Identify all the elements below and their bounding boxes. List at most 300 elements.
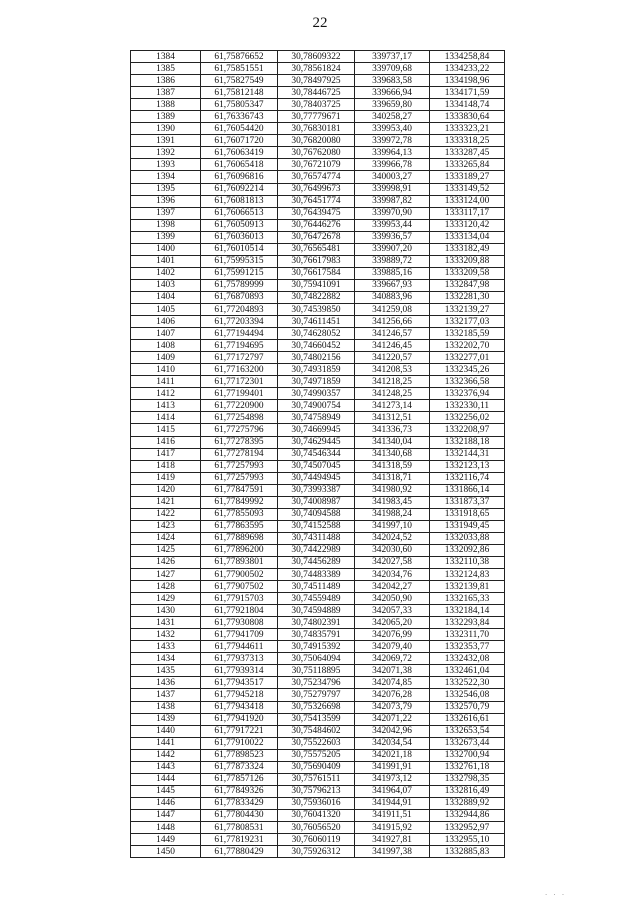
y-coordinate-cell: 1332847,98 (430, 279, 505, 291)
table-row (131, 569, 505, 581)
longitude-cell: 30,76041320 (278, 809, 355, 821)
y-coordinate-cell: 1332033,88 (430, 532, 505, 544)
longitude-cell: 30,75118895 (278, 665, 355, 677)
latitude-cell: 61,77163200 (201, 364, 278, 376)
table-row (131, 424, 505, 436)
longitude-cell: 30,74152588 (278, 520, 355, 532)
latitude-cell: 61,76092214 (201, 183, 278, 195)
x-coordinate-cell: 342076,99 (355, 629, 430, 641)
y-coordinate-cell: 1333117,17 (430, 207, 505, 219)
point-number-cell: 1407 (131, 328, 201, 340)
point-number-cell: 1395 (131, 183, 201, 195)
point-number-cell: 1424 (131, 532, 201, 544)
x-coordinate-cell: 342050,90 (355, 593, 430, 605)
longitude-cell: 30,78403725 (278, 99, 355, 111)
table-row (131, 629, 505, 641)
x-coordinate-cell: 341944,91 (355, 797, 430, 809)
x-coordinate-cell: 342034,76 (355, 569, 430, 581)
y-coordinate-cell: 1332673,44 (430, 737, 505, 749)
x-coordinate-cell: 341273,14 (355, 400, 430, 412)
point-number-cell: 1393 (131, 159, 201, 171)
latitude-cell: 61,76071720 (201, 135, 278, 147)
table-row (131, 159, 505, 171)
y-coordinate-cell: 1332570,79 (430, 701, 505, 713)
table-row (131, 99, 505, 111)
y-coordinate-cell: 1332188,18 (430, 436, 505, 448)
point-number-cell: 1396 (131, 195, 201, 207)
x-coordinate-cell: 342042,96 (355, 725, 430, 737)
x-coordinate-cell: 341336,73 (355, 424, 430, 436)
longitude-cell: 30,78609322 (278, 51, 355, 63)
y-coordinate-cell: 1332376,94 (430, 388, 505, 400)
point-number-cell: 1438 (131, 701, 201, 713)
longitude-cell: 30,75941091 (278, 279, 355, 291)
longitude-cell: 30,74915392 (278, 641, 355, 653)
latitude-cell: 61,76050913 (201, 219, 278, 231)
longitude-cell: 30,74594889 (278, 605, 355, 617)
table-row (131, 63, 505, 75)
y-coordinate-cell: 1331918,65 (430, 508, 505, 520)
x-coordinate-cell: 340883,96 (355, 291, 430, 303)
longitude-cell: 30,75936016 (278, 797, 355, 809)
point-number-cell: 1410 (131, 364, 201, 376)
latitude-cell: 61,77194695 (201, 340, 278, 352)
table-row (131, 279, 505, 291)
y-coordinate-cell: 1332139,81 (430, 581, 505, 593)
x-coordinate-cell: 339953,40 (355, 123, 430, 135)
x-coordinate-cell: 341318,71 (355, 472, 430, 484)
y-coordinate-cell: 1333209,88 (430, 255, 505, 267)
longitude-cell: 30,74507045 (278, 460, 355, 472)
x-coordinate-cell: 339907,20 (355, 243, 430, 255)
point-number-cell: 1399 (131, 231, 201, 243)
x-coordinate-cell: 339964,13 (355, 147, 430, 159)
point-number-cell: 1433 (131, 641, 201, 653)
y-coordinate-cell: 1333120,42 (430, 219, 505, 231)
point-number-cell: 1398 (131, 219, 201, 231)
table-row (131, 219, 505, 231)
longitude-cell: 30,74456289 (278, 556, 355, 568)
y-coordinate-cell: 1332546,08 (430, 689, 505, 701)
point-number-cell: 1429 (131, 593, 201, 605)
latitude-cell: 61,77943517 (201, 677, 278, 689)
latitude-cell: 61,75991215 (201, 267, 278, 279)
x-coordinate-cell: 342030,60 (355, 544, 430, 556)
table-row (131, 243, 505, 255)
latitude-cell: 61,77804430 (201, 809, 278, 821)
latitude-cell: 61,77939314 (201, 665, 278, 677)
y-coordinate-cell: 1332123,13 (430, 460, 505, 472)
longitude-cell: 30,74629445 (278, 436, 355, 448)
longitude-cell: 30,75796213 (278, 785, 355, 797)
latitude-cell: 61,77945218 (201, 689, 278, 701)
table-row (131, 412, 505, 424)
latitude-cell: 61,75805347 (201, 99, 278, 111)
longitude-cell: 30,76820080 (278, 135, 355, 147)
table-row (131, 665, 505, 677)
longitude-cell: 30,74483389 (278, 569, 355, 581)
point-number-cell: 1432 (131, 629, 201, 641)
y-coordinate-cell: 1333209,58 (430, 267, 505, 279)
point-number-cell: 1439 (131, 713, 201, 725)
latitude-cell: 61,75995315 (201, 255, 278, 267)
longitude-cell: 30,74611451 (278, 316, 355, 328)
y-coordinate-cell: 1332277,01 (430, 352, 505, 364)
table-row (131, 713, 505, 725)
point-number-cell: 1412 (131, 388, 201, 400)
y-coordinate-cell: 1332366,58 (430, 376, 505, 388)
latitude-cell: 61,75876652 (201, 51, 278, 63)
x-coordinate-cell: 341973,12 (355, 773, 430, 785)
x-coordinate-cell: 339683,58 (355, 75, 430, 87)
longitude-cell: 30,76565481 (278, 243, 355, 255)
latitude-cell: 61,77172797 (201, 352, 278, 364)
point-number-cell: 1406 (131, 316, 201, 328)
longitude-cell: 30,74971859 (278, 376, 355, 388)
y-coordinate-cell: 1332885,83 (430, 846, 505, 858)
x-coordinate-cell: 339953,44 (355, 219, 430, 231)
table-row (131, 797, 505, 809)
table-row (131, 255, 505, 267)
x-coordinate-cell: 340258,27 (355, 111, 430, 123)
latitude-cell: 61,76036013 (201, 231, 278, 243)
point-number-cell: 1415 (131, 424, 201, 436)
point-number-cell: 1397 (131, 207, 201, 219)
x-coordinate-cell: 342069,72 (355, 653, 430, 665)
longitude-cell: 30,76056520 (278, 822, 355, 834)
longitude-cell: 30,78561824 (278, 63, 355, 75)
latitude-cell: 61,77941709 (201, 629, 278, 641)
x-coordinate-cell: 339972,78 (355, 135, 430, 147)
point-number-cell: 1423 (131, 520, 201, 532)
point-number-cell: 1448 (131, 822, 201, 834)
point-number-cell: 1430 (131, 605, 201, 617)
y-coordinate-cell: 1332889,92 (430, 797, 505, 809)
longitude-cell: 30,76439475 (278, 207, 355, 219)
longitude-cell: 30,75484602 (278, 725, 355, 737)
y-coordinate-cell: 1333182,49 (430, 243, 505, 255)
latitude-cell: 61,77930808 (201, 617, 278, 629)
x-coordinate-cell: 339885,16 (355, 267, 430, 279)
x-coordinate-cell: 339709,68 (355, 63, 430, 75)
latitude-cell: 61,77833429 (201, 797, 278, 809)
point-number-cell: 1401 (131, 255, 201, 267)
point-number-cell: 1447 (131, 809, 201, 821)
latitude-cell: 61,77254898 (201, 412, 278, 424)
y-coordinate-cell: 1332092,86 (430, 544, 505, 556)
latitude-cell: 61,77900502 (201, 569, 278, 581)
longitude-cell: 30,74559489 (278, 593, 355, 605)
longitude-cell: 30,76446276 (278, 219, 355, 231)
latitude-cell: 61,77849326 (201, 785, 278, 797)
point-number-cell: 1419 (131, 472, 201, 484)
table-row (131, 761, 505, 773)
longitude-cell: 30,75575205 (278, 749, 355, 761)
point-number-cell: 1442 (131, 749, 201, 761)
table-row (131, 846, 505, 858)
x-coordinate-cell: 341991,91 (355, 761, 430, 773)
table-row (131, 472, 505, 484)
point-number-cell: 1413 (131, 400, 201, 412)
longitude-cell: 30,78497925 (278, 75, 355, 87)
x-coordinate-cell: 339666,94 (355, 87, 430, 99)
longitude-cell: 30,74802391 (278, 617, 355, 629)
latitude-cell: 61,76054420 (201, 123, 278, 135)
y-coordinate-cell: 1332202,70 (430, 340, 505, 352)
latitude-cell: 61,77915703 (201, 593, 278, 605)
x-coordinate-cell: 342027,58 (355, 556, 430, 568)
point-number-cell: 1391 (131, 135, 201, 147)
x-coordinate-cell: 341208,53 (355, 364, 430, 376)
latitude-cell: 61,77278194 (201, 448, 278, 460)
point-number-cell: 1445 (131, 785, 201, 797)
latitude-cell: 61,77257993 (201, 460, 278, 472)
point-number-cell: 1389 (131, 111, 201, 123)
longitude-cell: 30,74822882 (278, 291, 355, 303)
table-row (131, 785, 505, 797)
x-coordinate-cell: 341980,92 (355, 484, 430, 496)
table-row (131, 291, 505, 303)
y-coordinate-cell: 1333189,27 (430, 171, 505, 183)
latitude-cell: 61,77194494 (201, 328, 278, 340)
table-row (131, 822, 505, 834)
table-row (131, 520, 505, 532)
y-coordinate-cell: 1332184,14 (430, 605, 505, 617)
latitude-cell: 61,76066513 (201, 207, 278, 219)
latitude-cell: 61,77889698 (201, 532, 278, 544)
latitude-cell: 61,77893801 (201, 556, 278, 568)
table-row (131, 316, 505, 328)
point-number-cell: 1446 (131, 797, 201, 809)
table-row (131, 171, 505, 183)
latitude-cell: 61,76065418 (201, 159, 278, 171)
table-row (131, 123, 505, 135)
table-row (131, 460, 505, 472)
x-coordinate-cell: 342071,38 (355, 665, 430, 677)
longitude-cell: 30,78446725 (278, 87, 355, 99)
table-row (131, 653, 505, 665)
y-coordinate-cell: 1332461,04 (430, 665, 505, 677)
longitude-cell: 30,74311488 (278, 532, 355, 544)
y-coordinate-cell: 1332208,97 (430, 424, 505, 436)
point-number-cell: 1416 (131, 436, 201, 448)
point-number-cell: 1431 (131, 617, 201, 629)
latitude-cell: 61,76336743 (201, 111, 278, 123)
point-number-cell: 1408 (131, 340, 201, 352)
longitude-cell: 30,75234796 (278, 677, 355, 689)
x-coordinate-cell: 341964,07 (355, 785, 430, 797)
table-row (131, 111, 505, 123)
y-coordinate-cell: 1332124,83 (430, 569, 505, 581)
point-number-cell: 1441 (131, 737, 201, 749)
y-coordinate-cell: 1333287,45 (430, 147, 505, 159)
y-coordinate-cell: 1332798,35 (430, 773, 505, 785)
latitude-cell: 61,77855093 (201, 508, 278, 520)
longitude-cell: 30,74758949 (278, 412, 355, 424)
longitude-cell: 30,77779671 (278, 111, 355, 123)
y-coordinate-cell: 1332353,77 (430, 641, 505, 653)
table-row (131, 641, 505, 653)
x-coordinate-cell: 342079,40 (355, 641, 430, 653)
x-coordinate-cell: 342074,85 (355, 677, 430, 689)
table-row (131, 532, 505, 544)
latitude-cell: 61,77880429 (201, 846, 278, 858)
x-coordinate-cell: 342057,33 (355, 605, 430, 617)
point-number-cell: 1392 (131, 147, 201, 159)
x-coordinate-cell: 341927,81 (355, 834, 430, 846)
point-number-cell: 1409 (131, 352, 201, 364)
y-coordinate-cell: 1332165,33 (430, 593, 505, 605)
x-coordinate-cell: 341259,08 (355, 303, 430, 315)
coordinates-table (130, 50, 505, 858)
longitude-cell: 30,74835791 (278, 629, 355, 641)
longitude-cell: 30,75279797 (278, 689, 355, 701)
x-coordinate-cell: 342071,22 (355, 713, 430, 725)
y-coordinate-cell: 1334148,74 (430, 99, 505, 111)
x-coordinate-cell: 341915,92 (355, 822, 430, 834)
point-number-cell: 1444 (131, 773, 201, 785)
latitude-cell: 61,76010514 (201, 243, 278, 255)
latitude-cell: 61,77898523 (201, 749, 278, 761)
y-coordinate-cell: 1332816,49 (430, 785, 505, 797)
y-coordinate-cell: 1333265,84 (430, 159, 505, 171)
table-row (131, 147, 505, 159)
table-row (131, 340, 505, 352)
point-number-cell: 1425 (131, 544, 201, 556)
longitude-cell: 30,76762080 (278, 147, 355, 159)
latitude-cell: 61,77220900 (201, 400, 278, 412)
latitude-cell: 61,77910022 (201, 737, 278, 749)
x-coordinate-cell: 341246,45 (355, 340, 430, 352)
y-coordinate-cell: 1333134,04 (430, 231, 505, 243)
page-number: 22 (312, 15, 328, 31)
point-number-cell: 1387 (131, 87, 201, 99)
point-number-cell: 1422 (131, 508, 201, 520)
latitude-cell: 61,76063419 (201, 147, 278, 159)
latitude-cell: 61,75851551 (201, 63, 278, 75)
x-coordinate-cell: 339737,17 (355, 51, 430, 63)
longitude-cell: 30,74094588 (278, 508, 355, 520)
x-coordinate-cell: 341218,25 (355, 376, 430, 388)
longitude-cell: 30,74546344 (278, 448, 355, 460)
table-row (131, 400, 505, 412)
x-coordinate-cell: 341997,38 (355, 846, 430, 858)
table-row (131, 51, 505, 63)
point-number-cell: 1428 (131, 581, 201, 593)
longitude-cell: 30,75522603 (278, 737, 355, 749)
longitude-cell: 30,76830181 (278, 123, 355, 135)
point-number-cell: 1386 (131, 75, 201, 87)
latitude-cell: 61,77873324 (201, 761, 278, 773)
y-coordinate-cell: 1332653,54 (430, 725, 505, 737)
latitude-cell: 61,76096816 (201, 171, 278, 183)
latitude-cell: 61,75812148 (201, 87, 278, 99)
latitude-cell: 61,77275796 (201, 424, 278, 436)
point-number-cell: 1403 (131, 279, 201, 291)
longitude-cell: 30,75413599 (278, 713, 355, 725)
y-coordinate-cell: 1334233,22 (430, 63, 505, 75)
longitude-cell: 30,76617983 (278, 255, 355, 267)
footer-marks: · · · (545, 891, 567, 899)
longitude-cell: 30,74422989 (278, 544, 355, 556)
table-row (131, 364, 505, 376)
table-row (131, 556, 505, 568)
longitude-cell: 30,74802156 (278, 352, 355, 364)
x-coordinate-cell: 341248,25 (355, 388, 430, 400)
y-coordinate-cell: 1334258,84 (430, 51, 505, 63)
point-number-cell: 1420 (131, 484, 201, 496)
y-coordinate-cell: 1332330,11 (430, 400, 505, 412)
y-coordinate-cell: 1332616,61 (430, 713, 505, 725)
y-coordinate-cell: 1332139,27 (430, 303, 505, 315)
table-row (131, 75, 505, 87)
longitude-cell: 30,76499673 (278, 183, 355, 195)
latitude-cell: 61,77921804 (201, 605, 278, 617)
x-coordinate-cell: 341318,59 (355, 460, 430, 472)
x-coordinate-cell: 339936,57 (355, 231, 430, 243)
table-row (131, 376, 505, 388)
point-number-cell: 1402 (131, 267, 201, 279)
latitude-cell: 61,77849992 (201, 496, 278, 508)
y-coordinate-cell: 1332345,26 (430, 364, 505, 376)
longitude-cell: 30,76060119 (278, 834, 355, 846)
x-coordinate-cell: 342073,79 (355, 701, 430, 713)
point-number-cell: 1405 (131, 303, 201, 315)
y-coordinate-cell: 1334171,59 (430, 87, 505, 99)
y-coordinate-cell: 1332144,31 (430, 448, 505, 460)
point-number-cell: 1449 (131, 834, 201, 846)
table-row (131, 484, 505, 496)
y-coordinate-cell: 1333323,21 (430, 123, 505, 135)
latitude-cell: 61,77941920 (201, 713, 278, 725)
point-number-cell: 1434 (131, 653, 201, 665)
longitude-cell: 30,75761511 (278, 773, 355, 785)
latitude-cell: 61,77172301 (201, 376, 278, 388)
table-row (131, 496, 505, 508)
longitude-cell: 30,75326698 (278, 701, 355, 713)
point-number-cell: 1437 (131, 689, 201, 701)
x-coordinate-cell: 341340,04 (355, 436, 430, 448)
x-coordinate-cell: 339667,93 (355, 279, 430, 291)
longitude-cell: 30,76451774 (278, 195, 355, 207)
latitude-cell: 61,77857126 (201, 773, 278, 785)
latitude-cell: 61,77203394 (201, 316, 278, 328)
longitude-cell: 30,76617584 (278, 267, 355, 279)
longitude-cell: 30,76721079 (278, 159, 355, 171)
table-row (131, 183, 505, 195)
x-coordinate-cell: 341983,45 (355, 496, 430, 508)
table-row (131, 508, 505, 520)
latitude-cell: 61,77278395 (201, 436, 278, 448)
point-number-cell: 1436 (131, 677, 201, 689)
table-row (131, 436, 505, 448)
point-number-cell: 1450 (131, 846, 201, 858)
table-row (131, 267, 505, 279)
x-coordinate-cell: 341312,51 (355, 412, 430, 424)
x-coordinate-cell: 342042,27 (355, 581, 430, 593)
table-row (131, 87, 505, 99)
y-coordinate-cell: 1332177,03 (430, 316, 505, 328)
latitude-cell: 61,77808531 (201, 822, 278, 834)
x-coordinate-cell: 339966,78 (355, 159, 430, 171)
latitude-cell: 61,77257993 (201, 472, 278, 484)
y-coordinate-cell: 1331873,37 (430, 496, 505, 508)
table-row (131, 448, 505, 460)
longitude-cell: 30,75064094 (278, 653, 355, 665)
point-number-cell: 1427 (131, 569, 201, 581)
table-row (131, 677, 505, 689)
latitude-cell: 61,77863595 (201, 520, 278, 532)
